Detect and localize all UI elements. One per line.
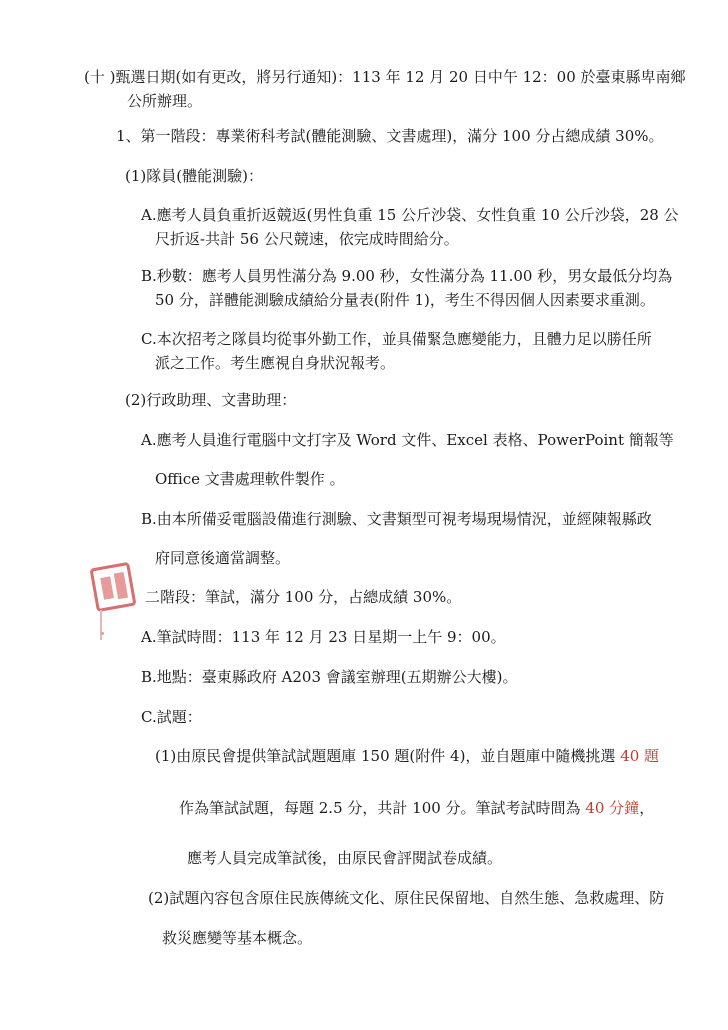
questions-item-1 [155,746,659,766]
item-10-selection-date: (十 )甄選日期(如有更改，將另行通知)：113 年 12 月 20 日中午 12：00 於臺東縣卑南鄉 [84,68,686,86]
team-item-c-cont: 派之工作。考生應視自身狀況報考。 [155,354,396,372]
admin-item-a-cont: Office 文書處理軟件製作 。 [155,470,345,488]
questions-item-1-cont-text: 作為筆試試題，每題 2.5 分，共計 100 分。筆試考試時間為 [179,799,586,817]
team-member-heading: (1)隊員(體能測驗)： [125,167,263,185]
admin-item-b-cont: 府同意後適當調整。 [155,549,291,567]
team-item-c: C.本次招考之隊員均從事外勤工作，並具備緊急應變能力，且體力足以勝任所 [141,330,652,348]
admin-item-b: B.由本所備妥電腦設備進行測驗、文書類型可視考場現場情況，並經陳報縣政 [141,510,652,528]
stage-1-heading: 1、第一階段：專業術科考試(體能測驗、文書處理)，滿分 100 分占總成績 30%。 [116,127,664,145]
admin-assistant-heading: (2)行政助理、文書助理： [125,391,297,409]
seal-mark [100,610,102,640]
team-item-a-cont: 尺折返-共計 56 公尺競速，依完成時間給分。 [155,230,459,248]
questions-item-2-cont: 救災應變等基本概念。 [162,929,313,947]
team-item-a: A.應考人員負重折返競返(男性負重 15 公斤沙袋、女性負重 10 公斤沙袋，28 公 [141,206,679,224]
team-item-b-cont: 50 分，詳體能測驗成績給分量表(附件 1)，考生不得因個人因素要求重測。 [155,291,655,309]
questions-item-1-text: (1)由原民會提供筆試試題題庫 150 題(附件 4)，並自題庫中隨機挑選 [155,747,621,765]
question-count-highlight: 40 題 [620,747,660,765]
exam-questions-heading: C.試題： [141,708,202,726]
official-seal-stamp [89,562,136,612]
questions-item-1-cont-end: ， [639,799,655,817]
team-item-b: B.秒數：應考人員男性滿分為 9.00 秒，女性滿分為 11.00 秒，男女最低分均為 [141,267,673,285]
exam-duration-highlight: 40 分鐘 [585,799,640,817]
questions-item-1-cont2: 應考人員完成筆試後，由原民會評閱試卷成績。 [187,849,503,867]
seal-dot [101,632,104,635]
exam-time: A.筆試時間：113 年 12 月 23 日星期一上午 9：00。 [141,628,506,646]
exam-location: B.地點：臺東縣政府 A203 會議室辦理(五期辦公大樓)。 [141,668,518,686]
item-10-selection-date-cont: 公所辦理。 [127,92,203,110]
questions-item-2: (2)試題內容包含原住民族傳統文化、原住民保留地、自然生態、急救處理、防 [148,889,665,907]
stage-2-heading: 二階段：筆試，滿分 100 分，占總成績 30%。 [145,588,462,606]
questions-item-1-cont [179,798,654,818]
admin-item-a: A.應考人員進行電腦中文打字及 Word 文件、Excel 表格、PowerPoint 簡報等 [141,431,674,449]
